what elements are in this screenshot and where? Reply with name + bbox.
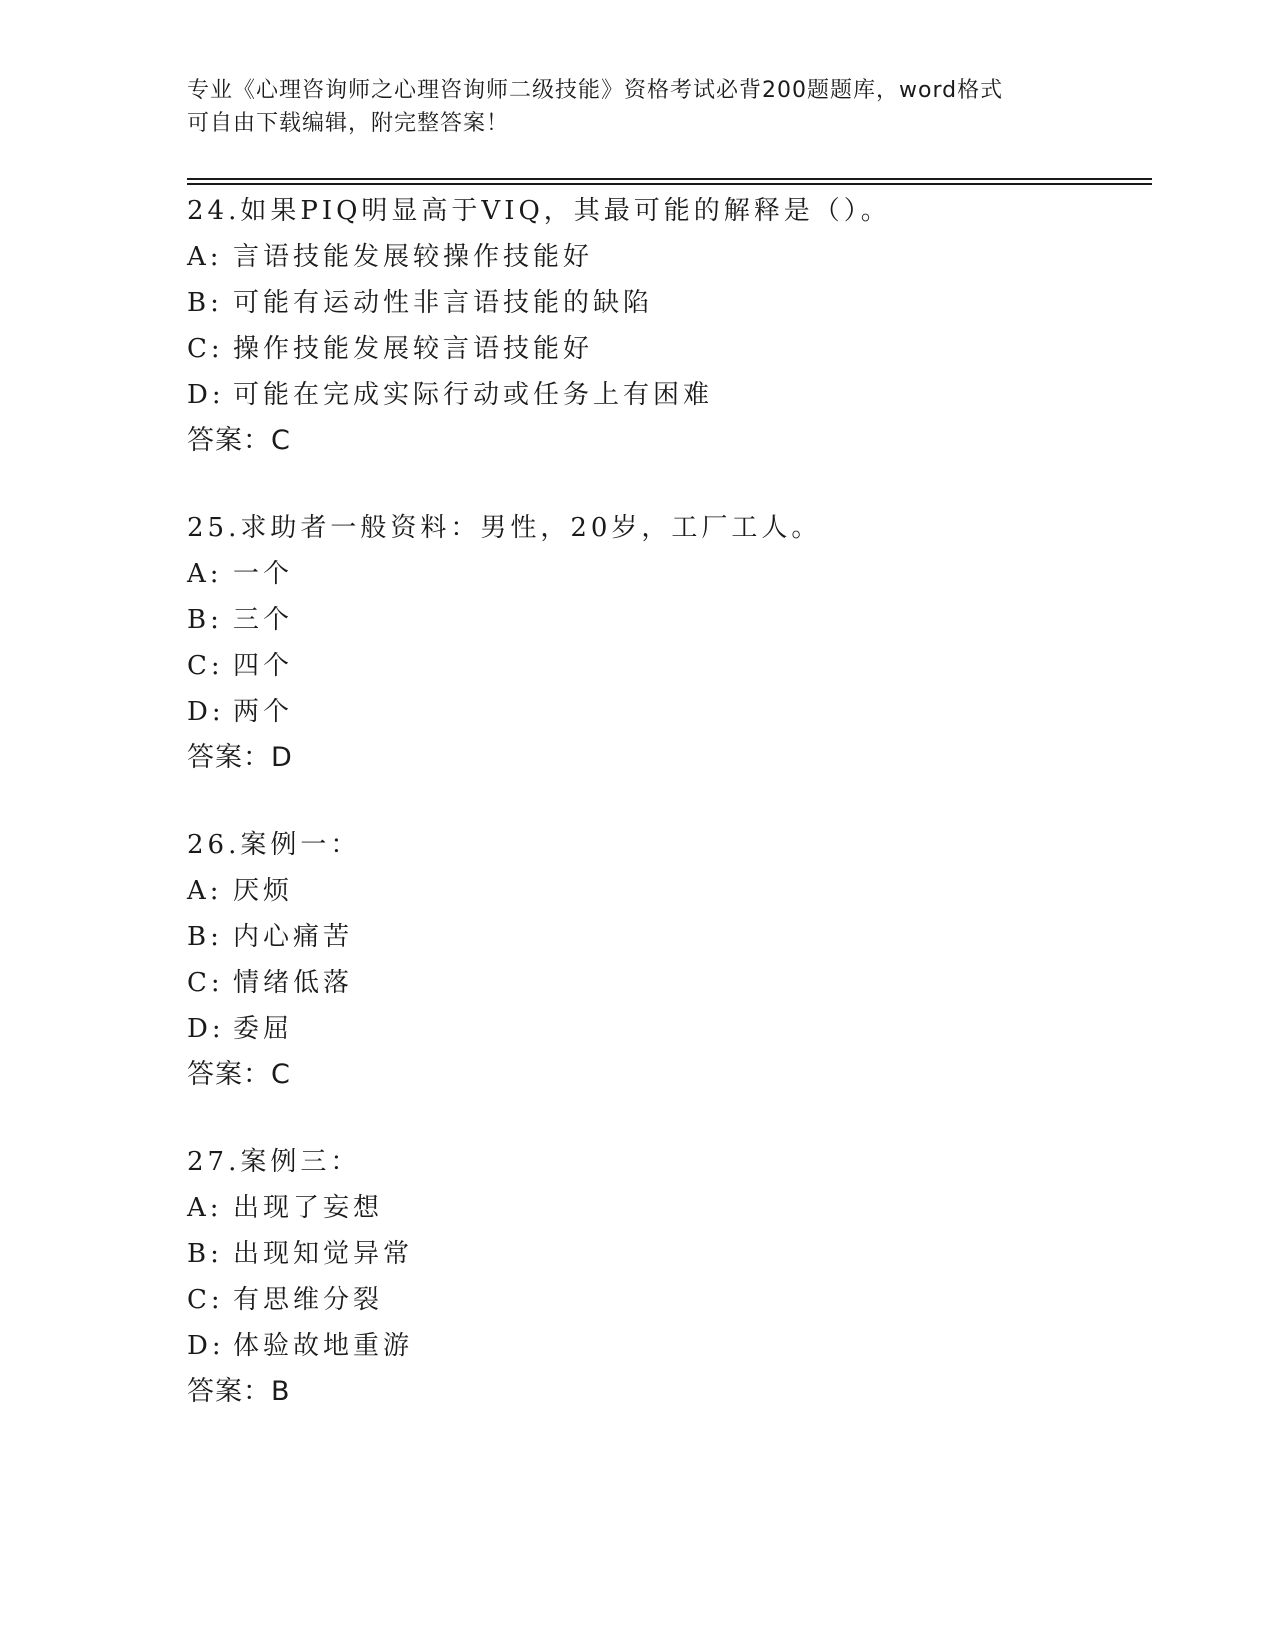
answer-label: 答案：C bbox=[187, 1059, 291, 1090]
option-b bbox=[187, 280, 1152, 326]
option-text: 体验故地重游 bbox=[233, 1331, 414, 1361]
option-key: B: bbox=[187, 922, 223, 952]
option-text: 厌烦 bbox=[233, 876, 294, 906]
answer-label: 答案：D bbox=[187, 742, 293, 773]
option-key: B: bbox=[187, 288, 223, 318]
option-key: C: bbox=[187, 968, 224, 998]
option-b bbox=[187, 1231, 1152, 1277]
option-a bbox=[187, 234, 1152, 280]
option-c bbox=[187, 326, 1152, 372]
option-key: B: bbox=[187, 605, 223, 635]
header-line-2: 可自由下载编辑，附完整答案！ bbox=[187, 111, 510, 136]
option-key: D: bbox=[187, 697, 225, 727]
answer-label: 答案：C bbox=[187, 425, 291, 456]
option-text: 言语技能发展较操作技能好 bbox=[233, 242, 594, 272]
option-text: 委屈 bbox=[233, 1014, 294, 1044]
option-text: 操作技能发展较言语技能好 bbox=[233, 334, 594, 364]
option-c bbox=[187, 960, 1152, 1006]
question-stem: 26.案例一： bbox=[187, 830, 361, 860]
option-key: A: bbox=[187, 1193, 223, 1223]
option-text: 两个 bbox=[233, 697, 294, 727]
question-stem: 27.案例三： bbox=[187, 1147, 361, 1177]
option-d bbox=[187, 1006, 1152, 1052]
option-text: 三个 bbox=[233, 605, 294, 635]
option-a bbox=[187, 868, 1152, 914]
question-27 bbox=[187, 1139, 1152, 1415]
option-key: A: bbox=[187, 559, 223, 589]
option-key: C: bbox=[187, 651, 224, 681]
answer-label: 答案：B bbox=[187, 1376, 291, 1407]
option-key: D: bbox=[187, 1014, 225, 1044]
question-26 bbox=[187, 822, 1152, 1098]
document-header bbox=[187, 74, 1087, 140]
option-key: A: bbox=[187, 242, 223, 272]
option-c bbox=[187, 643, 1152, 689]
option-key: D: bbox=[187, 380, 225, 410]
option-a bbox=[187, 1185, 1152, 1231]
option-b bbox=[187, 597, 1152, 643]
option-text: 情绪低落 bbox=[233, 968, 354, 998]
option-key: B: bbox=[187, 1239, 223, 1269]
question-list bbox=[187, 188, 1152, 1456]
option-d bbox=[187, 372, 1152, 418]
header-line-1: 专业《心理咨询师之心理咨询师二级技能》资格考试必背200题题库，word格式 bbox=[187, 78, 1004, 103]
option-key: A: bbox=[187, 876, 223, 906]
option-key: C: bbox=[187, 334, 224, 364]
option-text: 有思维分裂 bbox=[233, 1285, 384, 1315]
option-key: D: bbox=[187, 1331, 225, 1361]
option-key: C: bbox=[187, 1285, 224, 1315]
question-stem: 25.求助者一般资料：男性，20岁，工厂工人。 bbox=[187, 513, 822, 543]
option-text: 可能有运动性非言语技能的缺陷 bbox=[233, 288, 654, 318]
option-a bbox=[187, 551, 1152, 597]
option-text: 出现知觉异常 bbox=[233, 1239, 414, 1269]
header-divider-top bbox=[187, 178, 1152, 180]
option-d bbox=[187, 689, 1152, 735]
option-text: 四个 bbox=[233, 651, 294, 681]
option-d bbox=[187, 1323, 1152, 1369]
question-24 bbox=[187, 188, 1152, 464]
option-text: 可能在完成实际行动或任务上有困难 bbox=[233, 380, 714, 410]
option-c bbox=[187, 1277, 1152, 1323]
option-text: 一个 bbox=[233, 559, 294, 589]
question-25 bbox=[187, 505, 1152, 781]
option-text: 内心痛苦 bbox=[233, 922, 354, 952]
option-b bbox=[187, 914, 1152, 960]
option-text: 出现了妄想 bbox=[233, 1193, 384, 1223]
question-stem: 24.如果PIQ明显高于VIQ，其最可能的解释是（）。 bbox=[187, 196, 891, 226]
header-divider-bottom bbox=[187, 183, 1152, 185]
